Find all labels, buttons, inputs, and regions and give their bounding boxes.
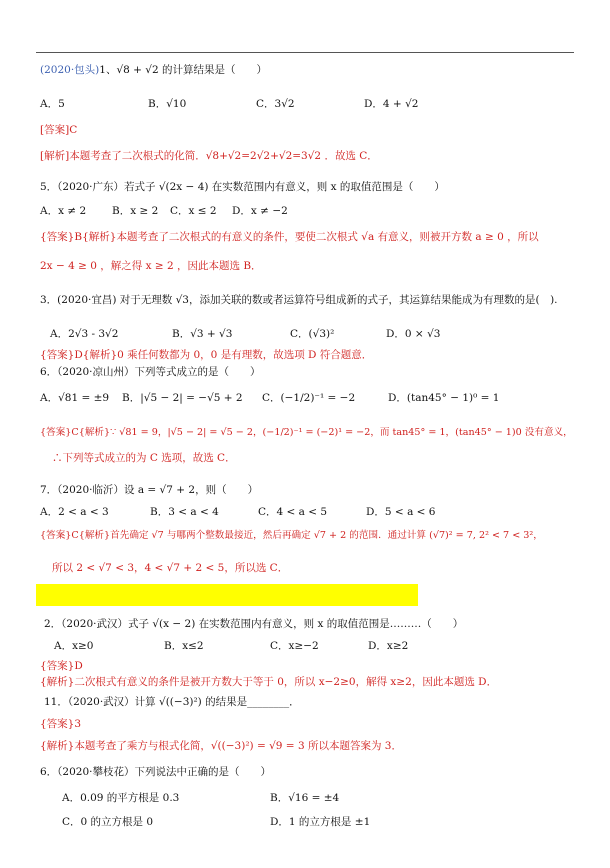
- q7-answer: {答案}3: [40, 718, 82, 730]
- q3-option-a: A．2√3 - 3√2: [50, 328, 119, 340]
- q6-stem: 2．（2020·武汉）式子 √(x − 2) 在实数范围内有意义，则 x 的取值范围是………（ ）: [44, 618, 464, 630]
- q2-option-c: C．x ≤ 2: [170, 205, 217, 217]
- q3-option-d: D．0 × √3: [386, 328, 441, 340]
- q6-option-a: A．x≥0: [54, 640, 94, 652]
- q8-option-b: B．√16 = ±4: [270, 792, 340, 804]
- q5-option-b: B．3 < a < 4: [150, 506, 219, 518]
- q1-option-a: A．5: [40, 98, 65, 110]
- q8-stem: 6．（2020·攀枝花）下列说法中正确的是（ ）: [40, 766, 271, 778]
- q8-option-a: A．0.09 的平方根是 0.3: [62, 792, 180, 804]
- q7-analysis: {解析}本题考查了乘方与根式化简，√((−3)²) = √9 = 3 所以本题答案为 3．: [40, 740, 402, 752]
- q1-source: (2020·包头): [40, 64, 100, 76]
- q5-stem: 7．（2020·临沂）设 a = √7 + 2，则（ ）: [40, 484, 259, 496]
- q3-stem: 3．(2020·宜昌) 对于无理数 √3，添加关联的数或者运算符号组成新的式子，其运算结果能成为有理数的是( ).: [40, 294, 558, 306]
- q4-option-d: D．(tan45° − 1)⁰ = 1: [388, 392, 500, 404]
- q6-option-c: C．x≥−2: [270, 640, 319, 652]
- q6-answer: {答案}D: [40, 660, 83, 672]
- top-rule: [36, 52, 574, 53]
- q2-analysis-line2: 2x − 4 ≥ 0 ，解之得 x ≥ 2 ，因此本题选 B．: [40, 260, 262, 272]
- highlight-bar: [36, 584, 418, 606]
- q5-option-c: C．4 < a < 5: [258, 506, 328, 518]
- q4-analysis-line1: {答案}C{解析}∵ √81 = 9，|√5 − 2| = √5 − 2，(−1/2)⁻¹ = (−2)¹ = −2，而 tan45° = 1，(tan45° − 1)0 没有意义，: [40, 427, 573, 438]
- q4-option-a: A．√81 = ±9: [40, 392, 110, 404]
- q4-option-c: C．(−1/2)⁻¹ = −2: [262, 392, 356, 404]
- q5-option-a: A．2 < a < 3: [40, 506, 109, 518]
- q2-analysis-line1: {答案}B{解析}本题考查了二次根式的有意义的条件，要使二次根式 √a 有意义，则被开方数 a ≥ 0 ，所以: [40, 231, 539, 243]
- q2-option-d: D．x ≠ −2: [232, 205, 288, 217]
- q7-stem: 11．（2020·武汉）计算 √((−3)²) 的结果是________．: [44, 696, 300, 708]
- q4-stem: 6．（2020·凉山州）下列等式成立的是（ ）: [40, 366, 261, 378]
- q4-option-b: B．|√5 − 2| = −√5 + 2: [122, 392, 243, 404]
- q1-text: 1、√8 + √2 的计算结果是（ ）: [99, 64, 267, 76]
- q1-option-c: C．3√2: [256, 98, 295, 110]
- q1-option-b: B．√10: [148, 98, 187, 110]
- q8-option-c: C．0 的立方根是 0: [62, 816, 154, 828]
- q2-option-a: A．x ≠ 2: [40, 205, 87, 217]
- q1-answer: [答案]C: [40, 124, 78, 136]
- q3-option-c: C．(√3)²: [290, 328, 335, 340]
- q6-analysis: {解析}二次根式有意义的条件是被开方数大于等于 0，所以 x−2≥0，解得 x≥2，因此本题选 D．: [40, 676, 498, 688]
- q1-analysis: [解析]本题考查了二次根式的化简．√8+√2=2√2+√2=3√2 ．故选 C．: [40, 150, 378, 162]
- q3-option-b: B．√3 + √3: [172, 328, 233, 340]
- q1-option-d: D．4 + √2: [364, 98, 419, 110]
- q2-option-b: B．x ≥ 2: [112, 205, 159, 217]
- q6-option-d: D．x≥2: [368, 640, 409, 652]
- q5-option-d: D．5 < a < 6: [366, 506, 436, 518]
- q3-analysis: {答案}D{解析}0 乘任何数都为 0，0 是有理数，故选项 D 符合题意．: [40, 349, 373, 361]
- q5-analysis-line1: {答案}C{解析}首先确定 √7 与哪两个整数最接近，然后再确定 √7 + 2 的范围．通过计算 (√7)² = 7, 2² < 7 < 3²，: [40, 530, 543, 541]
- q8-option-d: D．1 的立方根是 ±1: [270, 816, 371, 828]
- q1-stem: [40, 64, 267, 77]
- q4-analysis-line2: ∴下列等式成立的为 C 选项，故选 C．: [52, 452, 236, 464]
- q5-analysis-line2: 所以 2 < √7 < 3，4 < √7 + 2 < 5，所以选 C．: [52, 562, 289, 574]
- q2-stem: 5．（2020·广东）若式子 √(2x − 4) 在实数范围内有意义，则 x 的取值范围是（ ）: [40, 181, 445, 193]
- q6-option-b: B．x≤2: [164, 640, 204, 652]
